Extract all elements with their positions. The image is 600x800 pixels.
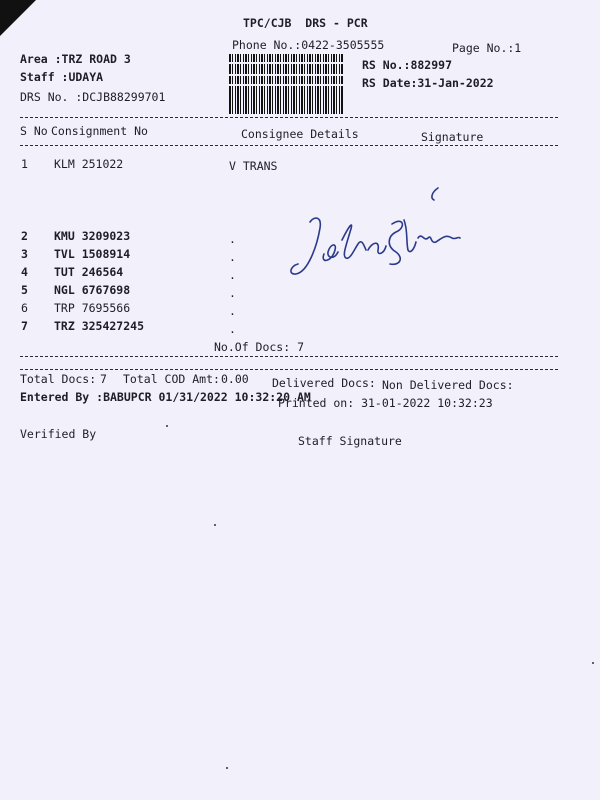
rs-date: RS Date:31-Jan-2022 bbox=[362, 76, 494, 90]
row-3-consignment: TVL 1508914 bbox=[54, 247, 131, 261]
row-2-consignment: KMU 3209023 bbox=[54, 229, 131, 243]
row-1-consignee: V TRANS bbox=[229, 159, 278, 173]
non-delivered-docs-label: Non Delivered Docs: bbox=[382, 378, 514, 392]
row-3-sno: 3 bbox=[21, 247, 28, 261]
row-1-sno: 1 bbox=[21, 157, 28, 171]
row-5-sno: 5 bbox=[21, 283, 28, 297]
header-divider bbox=[20, 117, 558, 118]
row-4-consignment: TUT 246564 bbox=[54, 265, 124, 279]
column-signature: Signature bbox=[421, 130, 484, 144]
row-7-sno: 7 bbox=[21, 319, 28, 333]
row-6-sno: 6 bbox=[21, 301, 28, 315]
drs-number: DRS No. :DCJB88299701 bbox=[20, 90, 166, 104]
total-cod-value: 0.00 bbox=[221, 372, 249, 386]
total-cod-label: Total COD Amt: bbox=[123, 372, 220, 386]
row-2-consignee: . bbox=[229, 232, 236, 246]
column-consignment: Consignment No bbox=[51, 124, 148, 138]
total-docs-value: 7 bbox=[100, 372, 107, 386]
row-5-consignee: . bbox=[229, 286, 236, 300]
entered-by: Entered By :BABUPCR 01/31/2022 10:32:20 AM bbox=[20, 390, 311, 404]
barcode-image bbox=[229, 54, 343, 114]
page-number: Page No.:1 bbox=[452, 41, 522, 55]
rs-number: RS No.:882997 bbox=[362, 58, 453, 72]
row-4-sno: 4 bbox=[21, 265, 28, 279]
row-7-consignment: TRZ 325427245 bbox=[54, 319, 145, 333]
row-2-sno: 2 bbox=[21, 229, 28, 243]
scan-corner-mark bbox=[0, 0, 36, 36]
total-docs-label: Total Docs: bbox=[20, 372, 97, 386]
columns-divider bbox=[20, 145, 558, 146]
phone-number: Phone No.:0422-3505555 bbox=[232, 38, 385, 52]
scan-speck bbox=[226, 767, 228, 769]
consignee-signature bbox=[280, 180, 470, 290]
scan-speck bbox=[166, 425, 168, 427]
scan-speck bbox=[592, 662, 594, 664]
area-label: Area :TRZ ROAD 3 bbox=[20, 52, 131, 66]
column-consignee: Consignee Details bbox=[241, 127, 359, 141]
no-of-docs: No.Of Docs: 7 bbox=[214, 340, 305, 354]
delivered-docs-label: Delivered Docs: bbox=[272, 376, 376, 390]
printed-on: Printed on: 31-01-2022 10:32:23 bbox=[278, 396, 493, 410]
staff-signature: Staff Signature bbox=[298, 434, 402, 448]
row-3-consignee: . bbox=[229, 250, 236, 264]
row-5-consignment: NGL 6767698 bbox=[54, 283, 131, 297]
column-sno: S No bbox=[20, 124, 48, 138]
staff-label: Staff :UDAYA bbox=[20, 70, 104, 84]
row-7-consignee: . bbox=[229, 322, 236, 336]
row-6-consignment: TRP 7695566 bbox=[54, 301, 131, 315]
row-4-consignee: . bbox=[229, 268, 236, 282]
row-1-consignment: KLM 251022 bbox=[54, 157, 124, 171]
verified-by: Verified By bbox=[20, 427, 97, 441]
footer-divider-lower bbox=[20, 369, 558, 370]
footer-divider bbox=[20, 356, 558, 357]
scan-speck bbox=[214, 524, 216, 526]
report-title: TPC/CJB DRS - PCR bbox=[243, 16, 368, 30]
row-6-consignee: . bbox=[229, 304, 236, 318]
